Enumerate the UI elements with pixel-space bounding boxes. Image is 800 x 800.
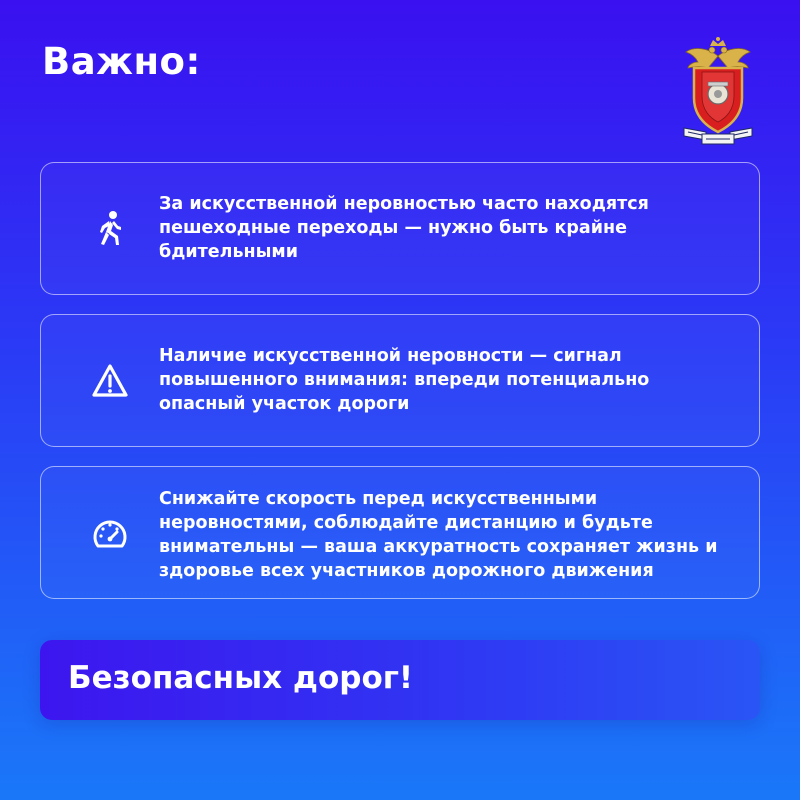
banner-text: Безопасных дорог! (68, 660, 414, 696)
card-text: За искусственной неровностью часто находятся пешеходные переходы — нужно быть крайне бдительными (159, 194, 649, 262)
info-card-speed (40, 466, 760, 599)
pedestrian-icon (91, 210, 129, 248)
closing-banner (40, 640, 760, 720)
warning-triangle-icon (91, 362, 129, 400)
page-title: Важно: (42, 40, 201, 83)
speedometer-icon (91, 514, 129, 552)
card-text: Снижайте скорость перед искусственными неровностями, соблюдайте дистанцию и будьте внимательны — ваша аккуратность сохраняет жизнь и здоровье всех участников дорожного движения (159, 489, 718, 581)
card-text: Наличие искусственной неровности — сигнал повышенного внимания: впереди потенциально опасный участок дороги (159, 346, 650, 414)
info-card-warning (40, 314, 760, 447)
info-card-pedestrian (40, 162, 760, 295)
police-emblem-icon (682, 36, 754, 148)
